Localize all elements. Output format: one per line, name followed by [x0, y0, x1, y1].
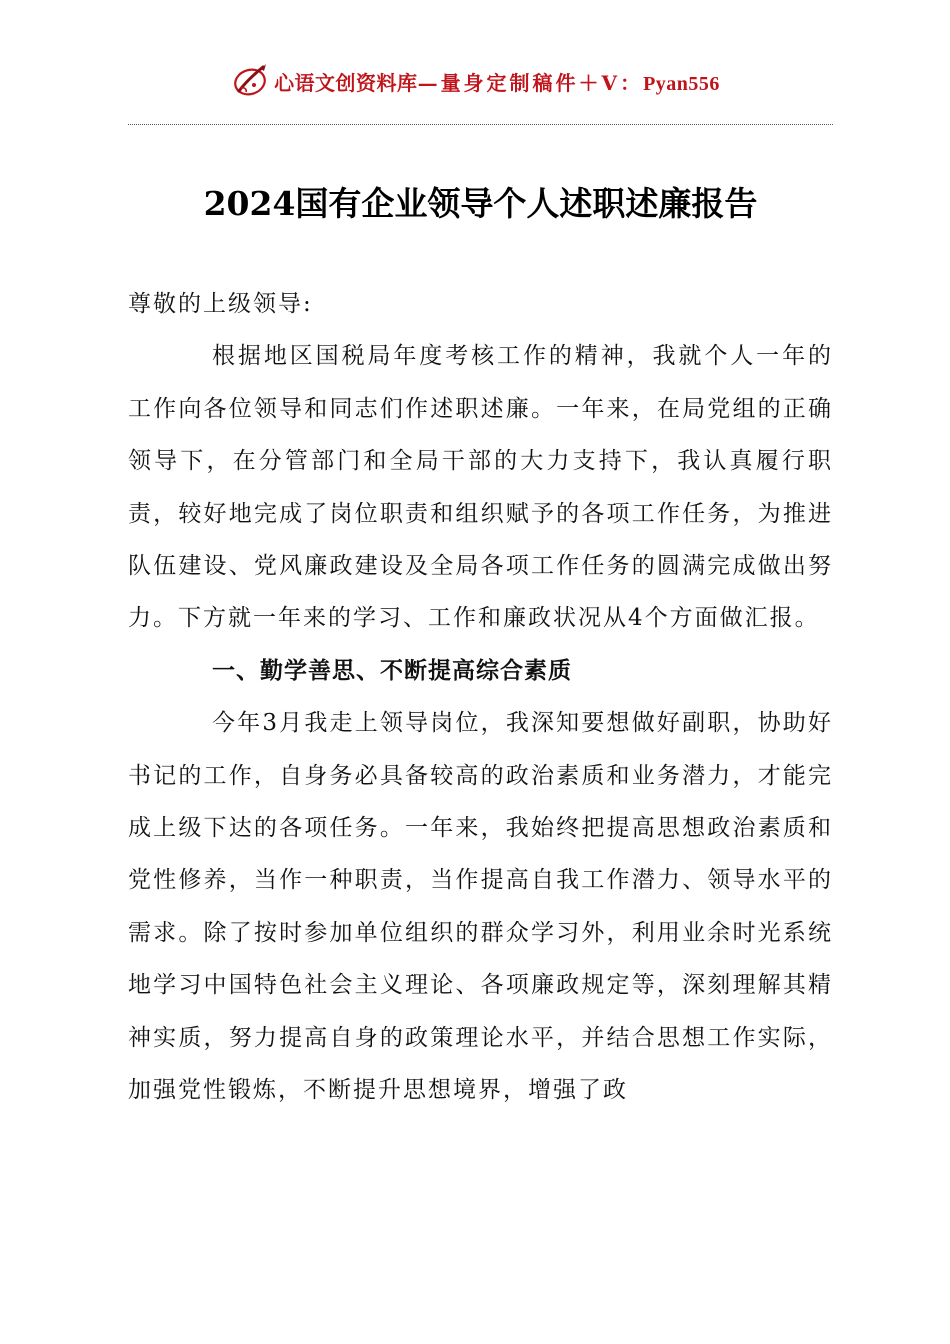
- intro-paragraph: 根据地区国税局年度考核工作的精神，我就个人一年的工作向各位领导和同志们作述职述廉。一年来，在局党组的正确领导下，在分管部门和全局干部的大力支持下，我认真履行职责，较好地完成了岗位职责和组织赋予的各项工作任务，为推进队伍建设、党风廉政建设及全局各项工作任务的圆满完成做出努力。下方就一年来的学习、工作和廉政状况从4个方面做汇报。: [128, 343, 833, 632]
- document-body: [128, 278, 833, 1117]
- document-title: 2024国有企业领导个人述职述廉报告: [203, 184, 758, 223]
- header-divider: [128, 124, 833, 125]
- page-header: [0, 58, 950, 104]
- header-slogan: —量身定制稿件＋V：: [417, 70, 644, 95]
- wechat-id: Pyan556: [643, 72, 720, 95]
- salutation: 尊敬的上级领导:: [128, 291, 313, 317]
- section-1-paragraph: 今年3月我走上领导岗位，我深知要想做好副职，协助好书记的工作，自身务必具备较高的政治素质和业务潜力，才能完成上级下达的各项任务。一年来，我始终把提高思想政治素质和党性修养，当作一种职责，当作提高自我工作潜力、领导水平的需求。除了按时参加单位组织的群众学习外，利用业余时光系统地学习中国特色社会主义理论、各项廉政规定等，深刻理解其精神实质，努力提高自身的政策理论水平，并结合思想工作实际，加强党性锻炼，不断提升思想境界，增强了政: [128, 710, 833, 1104]
- header-caption: [274, 67, 720, 96]
- calligraphy-brush-logo-icon: [230, 61, 270, 101]
- brand-name: 心语文创资料库: [274, 70, 418, 95]
- section-1-heading: 一、勤学善思、不断提高综合素质: [212, 657, 572, 684]
